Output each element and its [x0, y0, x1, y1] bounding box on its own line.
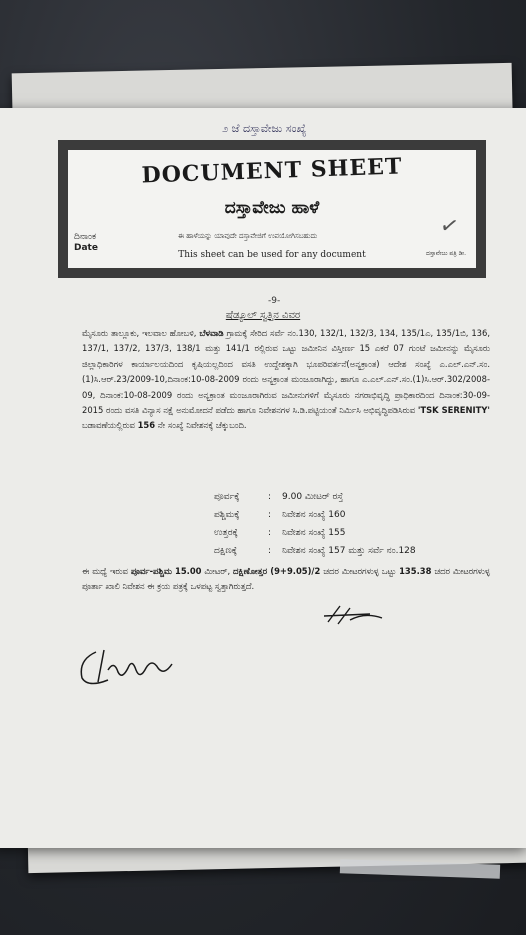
total-area: 135.38 [399, 566, 432, 576]
boundary-value: 9.00 ಮೀಟರ್ ರಸ್ತೆ [282, 492, 344, 502]
top-handwritten-note: ೨ ಜೆ ದಸ್ತಾವೇಜು ಸಂಖ್ಯೆ [222, 122, 307, 135]
header-subtitle-english: This sheet can be used for any document [178, 250, 366, 260]
boundaries-list [214, 488, 484, 560]
date-label-kn: ದಿನಾಂಕ [74, 232, 97, 242]
date-label-en: Date [74, 243, 98, 253]
boundary-value: ನಿವೇಶನ ಸಂಖ್ಯೆ 155 [282, 528, 346, 538]
schedule-title: ಷೆಡ್ಯೂಲ್ ಸ್ವತ್ತಿನ ವಿವರ [225, 310, 301, 321]
initial-signature-right [320, 600, 390, 630]
schedule-body [82, 326, 490, 434]
header-inner [68, 150, 476, 268]
header-right-label: ದಸ್ತಾವೇಜು ಪತ್ರಿ ಡೀ. [426, 250, 466, 257]
boundary-east [214, 488, 484, 506]
closing-part-4: ಚದರ ಮೀಟರಗಳುಳ್ಳ ಪೂರ್ತಾ ಖಾಲಿ ನಿವೇಶನ ಈ ಕ್ರಯ ಪತ್ರಕ್ಕೆ ಒಳಪಟ್ಟ ಸ್ವತ್ತಾಗಿರುತ್ತದೆ. [82, 566, 490, 592]
boundary-direction: ದಕ್ಷಿಣಕ್ಕೆ [214, 546, 238, 556]
boundary-colon: : [268, 492, 272, 502]
closing-part-1: ಈ ಮಧ್ಯೆ ಇರುವ [82, 566, 131, 576]
body-part-3: ಬಡಾವಣೆಯಲ್ಲಿರುವ [82, 420, 138, 431]
boundary-colon: : [268, 528, 272, 538]
boundary-west [214, 506, 484, 524]
header-title-english: DOCUMENT SHEET [141, 153, 403, 189]
boundary-value: ನಿವೇಶನ ಸಂಖ್ಯೆ 157 ಮತ್ತು ಸರ್ವೆ ನಂ.128 [282, 546, 416, 556]
boundary-direction: ಉತ್ತರಕ್ಕೆ [214, 528, 238, 538]
east-west-measure: ಪೂರ್ವ-ಪಶ್ಚಿಮ 15.00 [130, 566, 202, 576]
boundary-value: ನಿವೇಶನ ಸಂಖ್ಯೆ 160 [282, 510, 346, 520]
closing-part-2: ಮೀಟರ್, [201, 566, 234, 576]
body-part-2: ಗ್ರಾಮಕ್ಕೆ ಸೇರಿದ ಸರ್ವೆ ನಂ.130, 132/1, 132/3, 134, 135/1ಎ, 135/1ಬಿ, 136, 137/1, 137/2, 137/3, 138/1 ಮತ್ತು 141/1 ರಲ್ಲಿರುವ ಒಟ್ಟು ಜಮೀನಿನ ವಿಸ್ತೀರ್ಣ 15 ಎಕರೆ 07 ಗುಂಟೆ ಜಮೀನನ್ನು ಮೈಸೂರು ಜಿಲ್ಲಾಧಿಕಾರಿಗಳ ಕಾರ್ಯಾಲಯದಿಂದ ಕೃಷಿಯಲ್ಲದಿಂದ ವಸತಿ ಉದ್ದೇಶಕ್ಕಾಗಿ ಭೂಪರಿವರ್ತನೆ(ಅನ್ಯಕ್ರಾಂತ) ಆದೇಶ ಸಂಖ್ಯೆ ಎ.ಎಲ್.ಎನ್.ಸಂ.(1)ಸಿ.ಆರ್.23/2009-10,ದಿನಾಂಕ:10-08-2009 ರಂದು ಅನ್ಯಕ್ರಾಂತ ಮಂಜೂರಾಗಿದ್ದು, ಹಾಗೂ ಎ.ಎಲ್.ಎನ್.ಸಂ.(1)ಸಿ.ಆರ್.302/2008-09, ದಿನಾಂಕ:10-08-2009 ರಂದು ಅನ್ಯಕ್ರಾಂತ ಮಂಜೂರಾಗಿರುವ ಜಮೀನುಗಳಿಗೆ ಮೈಸೂರು ನಗರಾಭಿವೃದ್ಧಿ ಪ್ರಾಧಿಕಾರದಿಂದ ದಿನಾಂಕ:30-09-2015 ರಂದು ವಸತಿ ವಿನ್ಯಾಸ ನಕ್ಷೆ ಅನುಮೋದನೆ ಪಡೆದು ಹಾಗೂ ನಿವೇಶನಗಳ ಸಿ.ಡಿ.ಪಟ್ಟಿಯಂತೆ ನಿರ್ಮಿಸಿ ಅಭಿವೃದ್ಧಿಪಡಿಸಿರುವ [82, 328, 490, 416]
boundary-colon: : [268, 546, 272, 556]
signature-left [74, 640, 184, 690]
closing-part-3: ಚದರ ಮೀಟರಗಳುಳ್ಳ ಒಟ್ಟು [320, 566, 400, 576]
boundary-north [214, 524, 484, 542]
boundary-direction: ಪಶ್ಚಿಮಕ್ಕೆ [214, 510, 240, 520]
header-title-kannada: ದಸ್ತಾವೇಜು ಹಾಳೆ [224, 198, 320, 218]
boundary-south [214, 542, 484, 560]
body-part-4: ನೇ ಸಂಖ್ಯೆ ನಿವೇಶನಕ್ಕೆ ಚೆಕ್ಕುಬಂದಿ. [155, 420, 247, 431]
layout-name: 'TSK SERENITY' [417, 405, 490, 416]
page-number: -9- [268, 296, 281, 306]
closing-paragraph [82, 564, 490, 595]
document-sheet-header [58, 140, 486, 278]
north-south-measure: ದಕ್ಷಿಣೋತ್ತರ (9+9.05)/2 [233, 566, 321, 576]
header-subtitle-kannada: ಈ ಹಾಳೆಯನ್ನು ಯಾವುದೇ ದಸ್ತಾವೇಜಿಗೆ ಉಪಯೋಗಿಸಬಹುದು [178, 232, 318, 240]
site-number: 156 [137, 420, 156, 431]
body-part-1: ಮೈಸೂರು ತಾಲ್ಲೂಕು, ಇಲವಾಲ ಹೋಬಳಿ, [82, 328, 200, 338]
check-mark-icon: ✓ [437, 212, 461, 241]
village-name: ಬೆಳವಾಡಿ [199, 328, 224, 338]
boundary-direction: ಪೂರ್ವಕ್ಕೆ [214, 492, 240, 502]
boundary-colon: : [268, 510, 272, 520]
